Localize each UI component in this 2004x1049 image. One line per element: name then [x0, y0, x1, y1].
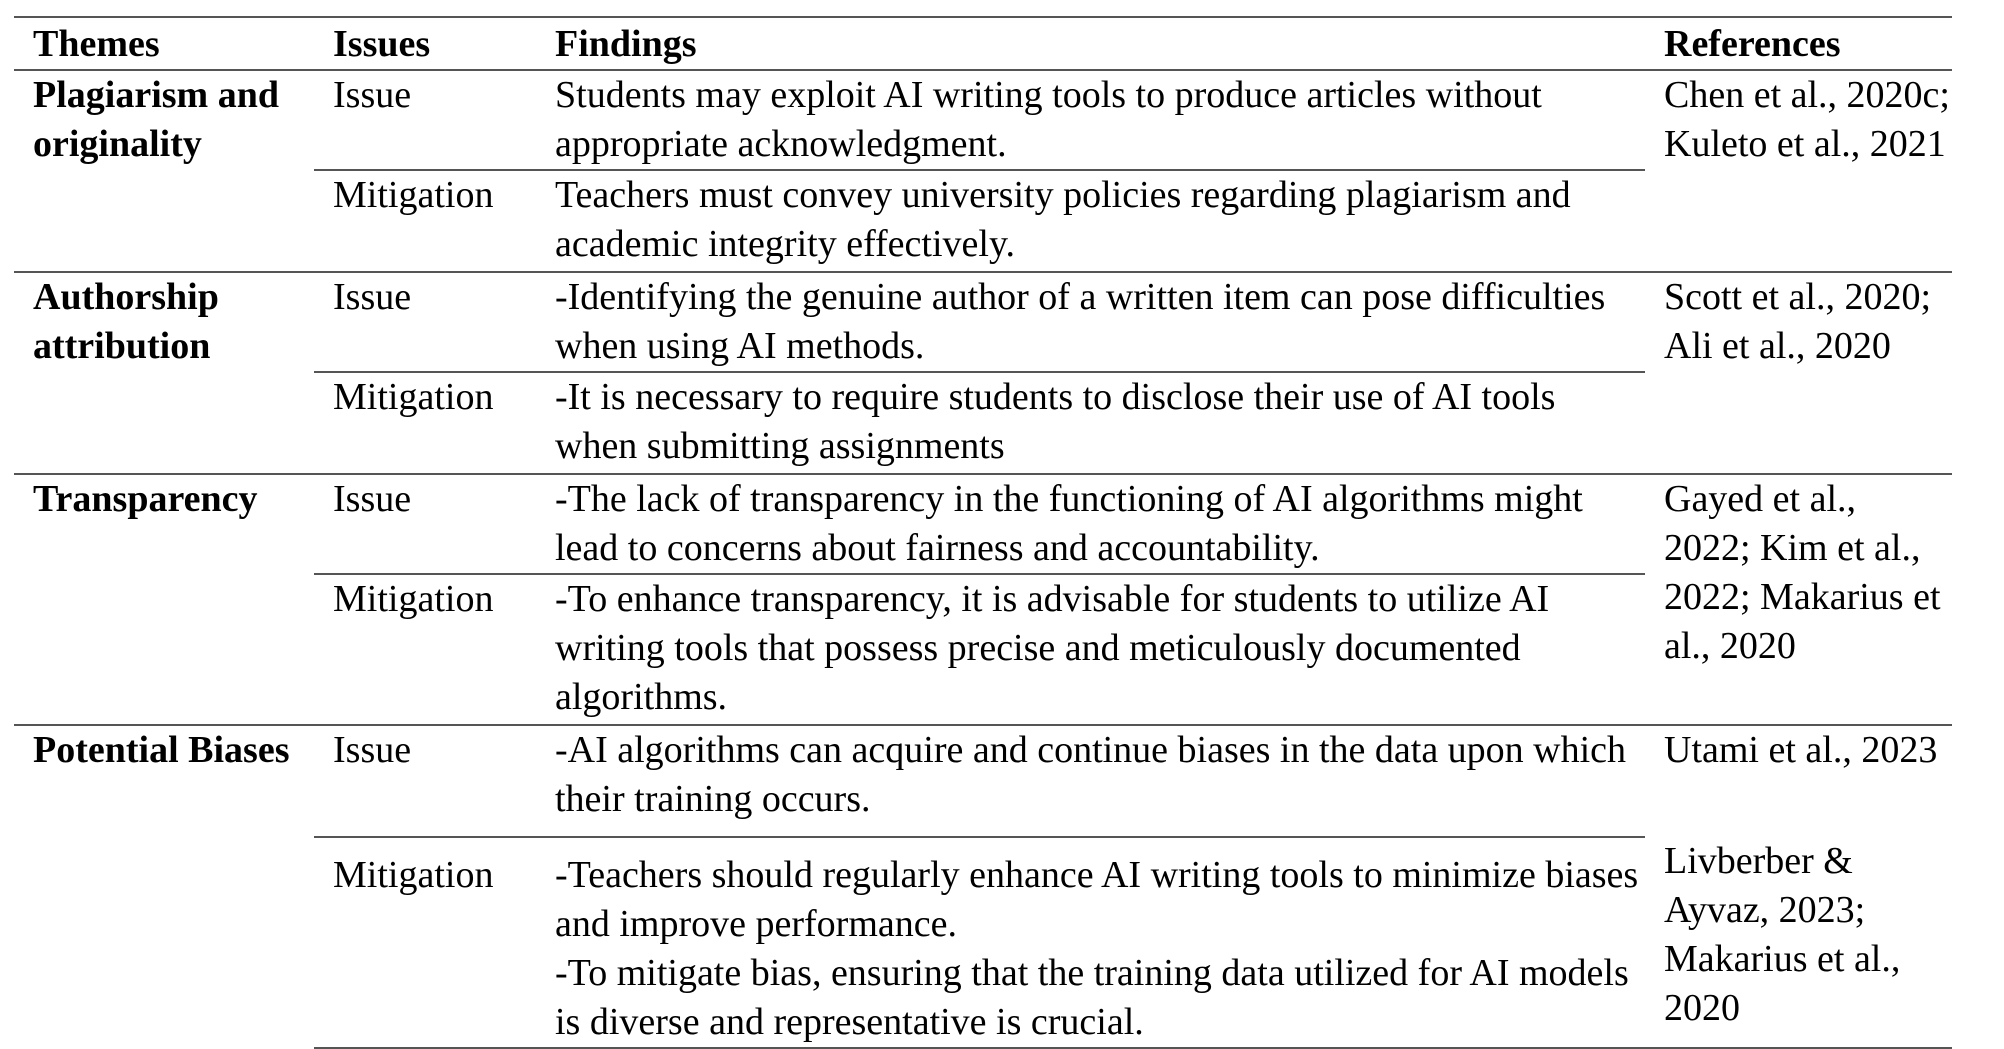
mitigation-label: Mitigation — [314, 170, 536, 272]
table-row — [14, 272, 1952, 372]
issue-finding: -AI algorithms can acquire and continue biases in the data upon which their training occurs. — [536, 725, 1645, 837]
table-header-row — [14, 17, 1952, 70]
mitigation-finding-line: -Teachers should regularly enhance AI writing tools to minimize biases and improve performance. — [555, 854, 1639, 945]
mitigation-finding — [536, 837, 1645, 1048]
header-findings: Findings — [536, 17, 1645, 70]
references-cell: Livberber & Ayvaz, 2023; Makarius et al., 2020 — [1645, 837, 1952, 1048]
issue-finding: -Identifying the genuine author of a written item can pose difficulties when using AI methods. — [536, 272, 1645, 372]
mitigation-finding: Teachers must convey university policies regarding plagiarism and academic integrity effectively. — [536, 170, 1645, 272]
mitigation-finding: -To enhance transparency, it is advisable for students to utilize AI writing tools that possess precise and meticulously documented algorithms. — [536, 574, 1645, 725]
issue-finding: -The lack of transparency in the functioning of AI algorithms might lead to concerns about fairness and accountability. — [536, 474, 1645, 574]
issue-label: Issue — [314, 725, 536, 837]
mitigation-finding: -It is necessary to require students to disclose their use of AI tools when submitting assignments — [536, 372, 1645, 474]
mitigation-label: Mitigation — [314, 372, 536, 474]
issue-label: Issue — [314, 272, 536, 372]
table-row — [14, 725, 1952, 837]
findings-table — [14, 16, 1952, 1049]
mitigation-label: Mitigation — [314, 837, 536, 1048]
table-row — [14, 70, 1952, 170]
header-issues: Issues — [314, 17, 536, 70]
references-cell: Gayed et al., 2022; Kim et al., 2022; Makarius et al., 2020 — [1645, 474, 1952, 725]
references-cell: Utami et al., 2023 — [1645, 725, 1952, 837]
issue-label: Issue — [314, 474, 536, 574]
mitigation-finding-line: -To mitigate bias, ensuring that the training data utilized for AI models is diverse and representative is crucial. — [555, 952, 1629, 1043]
theme-cell: Authorship attribution — [14, 272, 314, 474]
references-cell: Chen et al., 2020c; Kuleto et al., 2021 — [1664, 74, 1950, 165]
issue-finding: Students may exploit AI writing tools to produce articles without appropriate acknowledgment. — [555, 74, 1542, 165]
references-cell: Scott et al., 2020; Ali et al., 2020 — [1645, 272, 1952, 474]
mitigation-label: Mitigation — [314, 574, 536, 725]
theme-cell: Potential Biases — [14, 725, 314, 1048]
table-row — [14, 474, 1952, 574]
theme-cell: Plagiarism and originality — [33, 74, 279, 165]
header-references: References — [1645, 17, 1952, 70]
theme-cell: Transparency — [14, 474, 314, 725]
issue-label: Issue — [333, 74, 412, 116]
header-themes: Themes — [14, 17, 314, 70]
